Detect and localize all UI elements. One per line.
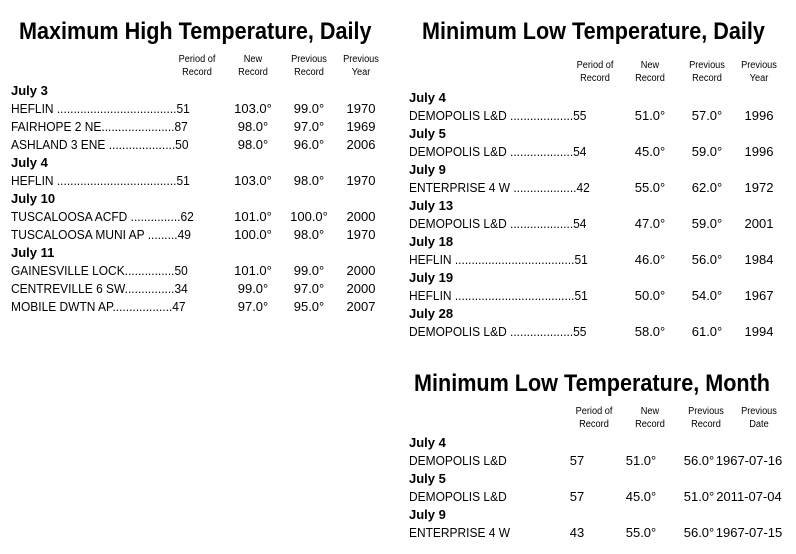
- date-label: July 9: [409, 162, 446, 177]
- station-name: HEFLIN ....................................51: [11, 173, 190, 188]
- previous-record: 98.0°: [293, 173, 325, 188]
- date-label: July 9: [409, 507, 446, 522]
- table-row: [11, 227, 391, 243]
- section-title: Minimum Low Temperature, Month: [414, 370, 771, 397]
- previous-record: 61.0°: [691, 324, 723, 339]
- column-header: New Record: [635, 406, 665, 430]
- previous-record: 100.0°: [290, 209, 328, 224]
- station-name: HEFLIN ....................................51: [11, 101, 190, 116]
- previous-year: 2007: [346, 299, 376, 314]
- previous-year: 2011-07-04: [716, 489, 782, 504]
- previous-year: 1967: [744, 288, 774, 303]
- table-row: [11, 299, 391, 315]
- previous-year: 2001: [744, 216, 774, 231]
- station-name: DEMOPOLIS L&D: [409, 489, 507, 504]
- station-name: TUSCALOOSA ACFD ...............62: [11, 209, 194, 224]
- table-row: [11, 209, 391, 225]
- date-label: July 5: [409, 126, 446, 141]
- previous-year: 2000: [346, 281, 376, 296]
- date-label: July 5: [409, 471, 446, 486]
- date-label: July 4: [409, 435, 446, 450]
- table-row: [409, 216, 796, 232]
- new-record: 101.0°: [234, 263, 272, 278]
- station-name: ENTERPRISE 4 W ...................42: [409, 180, 590, 195]
- previous-record: 56.0°: [691, 252, 723, 267]
- previous-record: 56.0°: [683, 453, 715, 468]
- station-name: ASHLAND 3 ENE ....................50: [11, 137, 189, 152]
- column-header: Period of Record: [178, 54, 216, 78]
- station-name: DEMOPOLIS L&D: [409, 453, 507, 468]
- station-name: DEMOPOLIS L&D ...................54: [409, 216, 587, 231]
- column-header: Previous Year: [741, 60, 777, 84]
- new-record: 45.0°: [625, 489, 657, 504]
- previous-record: 99.0°: [293, 263, 325, 278]
- table-row: [409, 489, 796, 505]
- previous-record: 51.0°: [683, 489, 715, 504]
- new-record: 55.0°: [634, 180, 666, 195]
- previous-record: 98.0°: [293, 227, 325, 242]
- previous-year: 1967-07-16: [715, 453, 783, 468]
- table-row: [409, 180, 796, 196]
- previous-record: 99.0°: [293, 101, 325, 116]
- date-label: July 18: [409, 234, 454, 249]
- date-label: July 19: [409, 270, 454, 285]
- date-label: July 4: [11, 155, 48, 170]
- column-header: Previous Record: [689, 60, 725, 84]
- table-row: [409, 525, 796, 541]
- table-row: [11, 263, 391, 279]
- previous-year: 2000: [346, 263, 376, 278]
- column-header: Previous Record: [688, 406, 724, 430]
- previous-record: 95.0°: [293, 299, 325, 314]
- table-row: [11, 101, 391, 117]
- station-name: ENTERPRISE 4 W: [409, 525, 511, 540]
- table-row: [409, 288, 796, 304]
- previous-record: 54.0°: [691, 288, 723, 303]
- new-record: 50.0°: [634, 288, 666, 303]
- period-of-record: 57: [569, 489, 585, 504]
- previous-record: 59.0°: [691, 144, 723, 159]
- date-label: July 13: [409, 198, 454, 213]
- previous-record: 56.0°: [683, 525, 715, 540]
- min-low-temperature-table: [409, 0, 796, 345]
- new-record: 47.0°: [634, 216, 666, 231]
- previous-record: 97.0°: [293, 281, 325, 296]
- station-name: DEMOPOLIS L&D ...................55: [409, 108, 587, 123]
- previous-record: 59.0°: [691, 216, 723, 231]
- date-label: July 11: [11, 245, 55, 260]
- section-title: Maximum High Temperature, Daily: [19, 18, 372, 45]
- new-record: 99.0°: [237, 281, 269, 296]
- previous-year: 1972: [744, 180, 774, 195]
- new-record: 58.0°: [634, 324, 666, 339]
- column-header: Period of Record: [575, 406, 613, 430]
- station-name: HEFLIN ....................................51: [409, 288, 588, 303]
- previous-year: 1969: [346, 119, 376, 134]
- table-row: [409, 144, 796, 160]
- new-record: 98.0°: [237, 119, 269, 134]
- table-row: [11, 173, 391, 189]
- table-row: [11, 137, 391, 153]
- previous-year: 2000: [346, 209, 376, 224]
- table-row: [409, 252, 796, 268]
- new-record: 51.0°: [634, 108, 666, 123]
- station-name: MOBILE DWTN AP..................47: [11, 299, 186, 314]
- max-high-temperature-table: [11, 0, 391, 330]
- station-name: GAINESVILLE LOCK...............50: [11, 263, 188, 278]
- table-row: [11, 119, 391, 135]
- table-row: [409, 324, 796, 340]
- new-record: 55.0°: [625, 525, 657, 540]
- station-name: TUSCALOOSA MUNI AP .........49: [11, 227, 191, 242]
- column-header: Previous Date: [741, 406, 777, 430]
- previous-record: 97.0°: [293, 119, 325, 134]
- previous-year: 1970: [346, 173, 376, 188]
- new-record: 51.0°: [625, 453, 657, 468]
- min-low-temperature-month-table: [409, 368, 796, 554]
- column-header: New Record: [238, 54, 268, 78]
- table-row: [409, 108, 796, 124]
- new-record: 103.0°: [234, 173, 272, 188]
- table-row: [11, 281, 391, 297]
- column-header: Previous Record: [291, 54, 327, 78]
- date-label: July 10: [11, 191, 56, 206]
- previous-year: 1994: [744, 324, 774, 339]
- new-record: 46.0°: [634, 252, 666, 267]
- period-of-record: 43: [569, 525, 585, 540]
- new-record: 45.0°: [634, 144, 666, 159]
- station-name: DEMOPOLIS L&D ...................54: [409, 144, 587, 159]
- previous-record: 96.0°: [293, 137, 325, 152]
- new-record: 103.0°: [234, 101, 272, 116]
- new-record: 98.0°: [237, 137, 269, 152]
- previous-year: 1996: [744, 108, 774, 123]
- station-name: DEMOPOLIS L&D ...................55: [409, 324, 587, 339]
- new-record: 97.0°: [237, 299, 269, 314]
- previous-year: 1967-07-15: [715, 525, 783, 540]
- previous-year: 1996: [744, 144, 774, 159]
- previous-year: 2006: [346, 137, 376, 152]
- previous-year: 1970: [346, 101, 376, 116]
- previous-year: 1970: [346, 227, 376, 242]
- date-label: July 3: [11, 83, 48, 98]
- new-record: 100.0°: [234, 227, 272, 242]
- previous-year: 1984: [744, 252, 774, 267]
- station-name: CENTREVILLE 6 SW...............34: [11, 281, 188, 296]
- station-name: HEFLIN ....................................51: [409, 252, 588, 267]
- period-of-record: 57: [569, 453, 585, 468]
- new-record: 101.0°: [234, 209, 272, 224]
- date-label: July 28: [409, 306, 454, 321]
- previous-record: 57.0°: [691, 108, 723, 123]
- column-header: Period of Record: [576, 60, 614, 84]
- date-label: July 4: [409, 90, 446, 105]
- column-header: New Record: [635, 60, 665, 84]
- section-title: Minimum Low Temperature, Daily: [422, 18, 765, 45]
- previous-record: 62.0°: [691, 180, 723, 195]
- table-row: [409, 453, 796, 469]
- column-header: Previous Year: [343, 54, 379, 78]
- station-name: FAIRHOPE 2 NE......................87: [11, 119, 188, 134]
